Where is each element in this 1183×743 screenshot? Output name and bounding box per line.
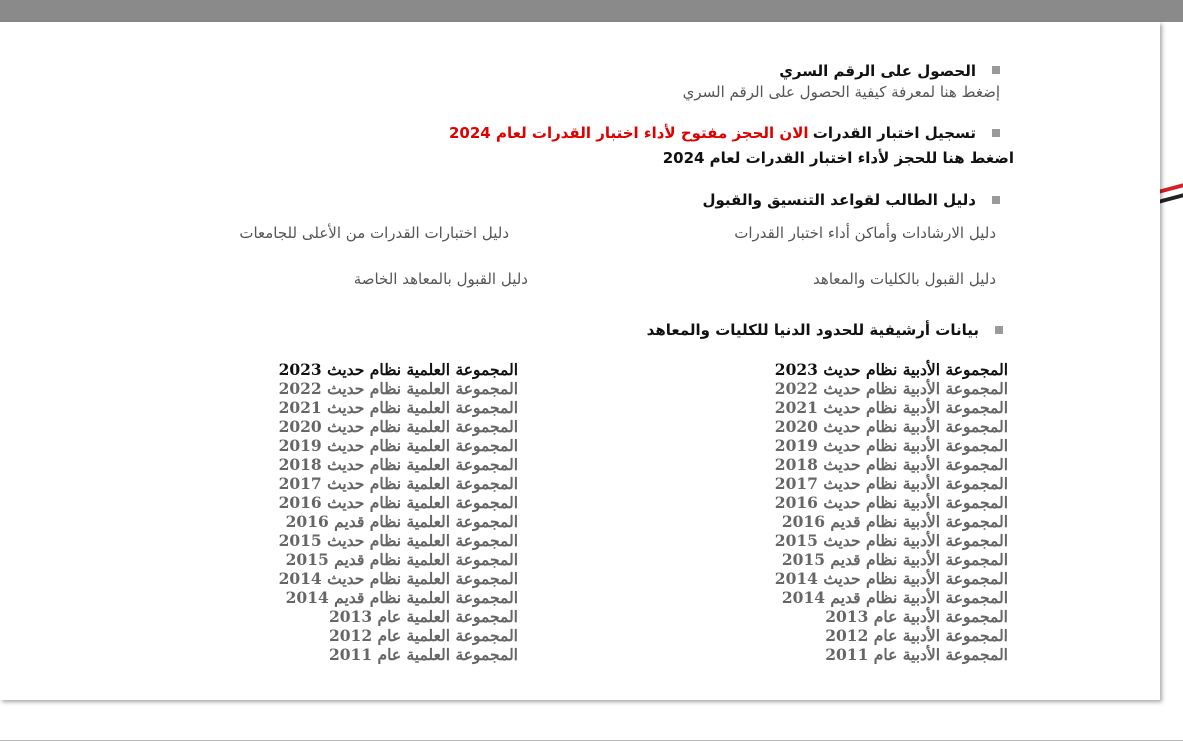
- archive-link[interactable]: المجموعة العلمية عام 2012: [328, 626, 518, 645]
- archive-link[interactable]: المجموعة الأدبية نظام قديم 2014: [781, 588, 1008, 607]
- bullet-guide: [992, 196, 1000, 204]
- archive-link[interactable]: المجموعة العلمية نظام حديث 2014: [278, 569, 518, 588]
- bullet-archive: [995, 326, 1003, 334]
- archive-link[interactable]: المجموعة العلمية نظام حديث 2016: [278, 493, 518, 512]
- archive-link[interactable]: المجموعة الأدبية نظام حديث 2022: [774, 379, 1008, 398]
- archive-scientific-list: [252, 360, 518, 664]
- archive-link[interactable]: المجموعة العلمية نظام حديث 2021: [278, 398, 518, 417]
- guide-link-guidelines[interactable]: دليل الارشادات وأماكن أداء اختبار القدرات: [734, 224, 996, 242]
- bottom-divider: [0, 740, 1183, 741]
- pin-title: الحصول على الرقم السري: [779, 62, 976, 80]
- guide-title: دليل الطالب لقواعد التنسيق والقبول: [702, 191, 976, 209]
- archive-link[interactable]: المجموعة الأدبية نظام حديث 2021: [774, 398, 1008, 417]
- archive-link[interactable]: المجموعة الأدبية نظام حديث 2018: [774, 455, 1008, 474]
- tests-title: تسجيل اختبار القدرات: [812, 124, 976, 142]
- tests-booking-link[interactable]: اضغط هنا للحجز لأداء اختبار القدرات لعام 2024: [662, 149, 1014, 167]
- tests-open-notice[interactable]: الان الحجز مفتوح لأداء اختبار القدرات لعام 2024: [449, 124, 809, 142]
- flag-stripe-decoration: [1158, 178, 1183, 218]
- archive-link[interactable]: المجموعة العلمية عام 2011: [328, 645, 518, 664]
- archive-link[interactable]: المجموعة العلمية نظام قديم 2014: [285, 588, 518, 607]
- archive-link[interactable]: المجموعة الأدبية نظام حديث 2020: [774, 417, 1008, 436]
- top-bar: [0, 0, 1183, 22]
- archive-link[interactable]: المجموعة العلمية نظام حديث 2020: [278, 417, 518, 436]
- archive-literary-list: [742, 360, 1008, 664]
- archive-link[interactable]: المجموعة العلمية عام 2013: [328, 607, 518, 626]
- archive-link[interactable]: المجموعة العلمية نظام حديث 2019: [278, 436, 518, 455]
- guide-link-colleges-admission[interactable]: دليل القبول بالكليات والمعاهد: [813, 270, 996, 288]
- archive-link[interactable]: المجموعة العلمية نظام قديم 2015: [285, 550, 518, 569]
- archive-link[interactable]: المجموعة العلمية نظام حديث 2022: [278, 379, 518, 398]
- archive-link[interactable]: المجموعة العلمية نظام قديم 2016: [285, 512, 518, 531]
- archive-link[interactable]: المجموعة الأدبية نظام حديث 2016: [774, 493, 1008, 512]
- archive-link[interactable]: المجموعة العلمية نظام حديث 2018: [278, 455, 518, 474]
- guide-link-private-institutes[interactable]: دليل القبول بالمعاهد الخاصة: [353, 270, 528, 288]
- archive-link[interactable]: المجموعة الأدبية نظام حديث 2023: [774, 360, 1008, 379]
- archive-title: بيانات أرشيفية للحدود الدنيا للكليات والمعاهد: [646, 321, 979, 339]
- guide-link-higher-aptitude[interactable]: دليل اختبارات القدرات من الأعلى للجامعات: [239, 224, 509, 242]
- archive-link[interactable]: المجموعة العلمية نظام حديث 2015: [278, 531, 518, 550]
- archive-link[interactable]: المجموعة الأدبية نظام حديث 2019: [774, 436, 1008, 455]
- archive-link[interactable]: المجموعة الأدبية نظام حديث 2014: [774, 569, 1008, 588]
- archive-link[interactable]: المجموعة العلمية نظام حديث 2023: [278, 360, 518, 379]
- archive-link[interactable]: المجموعة العلمية نظام حديث 2017: [278, 474, 518, 493]
- archive-link[interactable]: المجموعة الأدبية نظام قديم 2015: [781, 550, 1008, 569]
- archive-link[interactable]: المجموعة الأدبية نظام حديث 2015: [774, 531, 1008, 550]
- archive-link[interactable]: المجموعة الأدبية عام 2012: [825, 626, 1008, 645]
- archive-link[interactable]: المجموعة الأدبية نظام قديم 2016: [781, 512, 1008, 531]
- bullet-pin: [992, 66, 1000, 74]
- archive-link[interactable]: المجموعة الأدبية عام 2013: [825, 607, 1008, 626]
- bullet-tests: [992, 129, 1000, 137]
- archive-link[interactable]: المجموعة الأدبية عام 2011: [825, 645, 1008, 664]
- pin-link[interactable]: إضغط هنا لمعرفة كيفية الحصول على الرقم السري: [682, 83, 1000, 101]
- archive-link[interactable]: المجموعة الأدبية نظام حديث 2017: [774, 474, 1008, 493]
